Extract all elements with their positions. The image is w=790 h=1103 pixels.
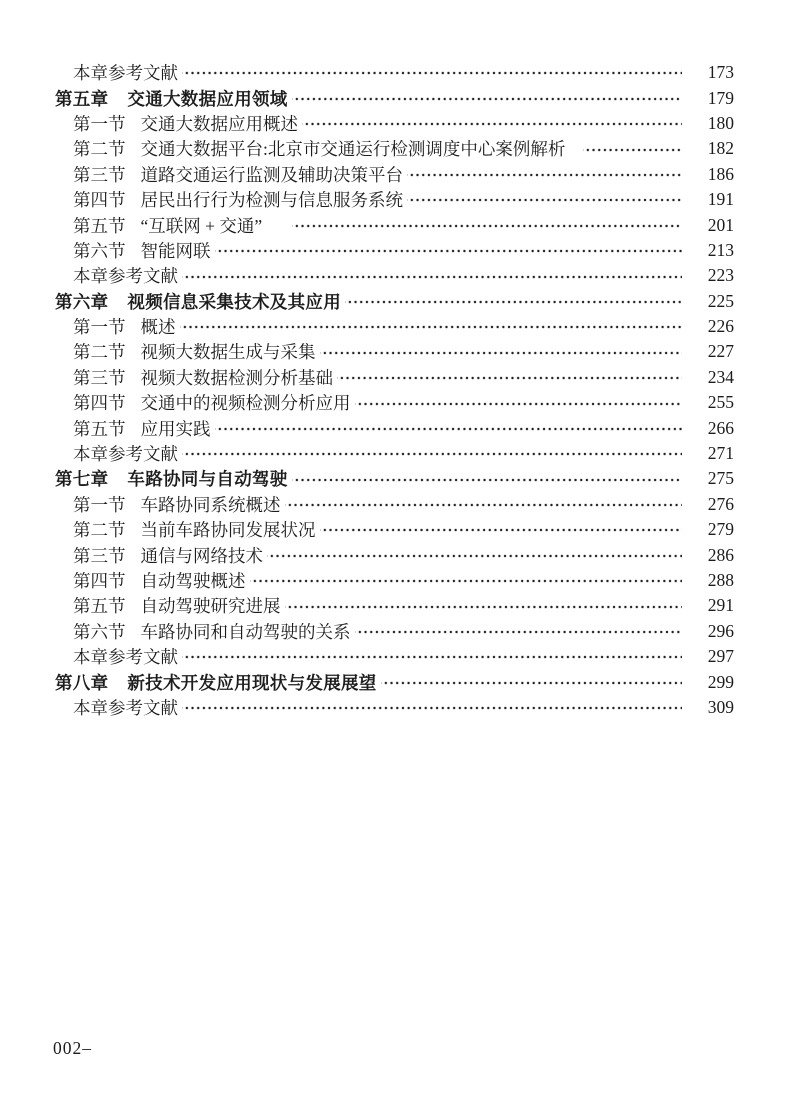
toc-entry-page: 191: [707, 189, 734, 210]
dot-leader: [215, 415, 683, 440]
toc-entry-title: 道路交通运行监测及辅助决策平台: [140, 164, 403, 185]
toc-entry: [0, 593, 734, 618]
toc-entry: [0, 85, 734, 110]
toc-entry-label: 第一节: [73, 317, 126, 338]
toc-entry-title: 自动驾驶研究进展: [140, 596, 281, 617]
toc-entry-label: 第八章: [55, 672, 109, 693]
toc-entry-page: 296: [707, 620, 734, 641]
toc-entry-page: 180: [707, 112, 734, 133]
toc-entry-title: 居民出行行为检测与信息服务系统: [140, 190, 403, 211]
toc-entry-title: 概述: [140, 317, 176, 338]
toc-entry: [0, 162, 734, 187]
toc-entry-title: 交通大数据应用领域: [127, 88, 288, 109]
dot-leader: [182, 644, 682, 669]
dot-leader: [292, 85, 682, 110]
dot-leader: [292, 466, 682, 491]
dot-leader: [381, 669, 682, 694]
toc-entry-page: 299: [707, 671, 734, 692]
toc-entry: [0, 415, 734, 440]
toc-entry-page: 309: [707, 696, 734, 717]
dot-leader: [583, 136, 683, 161]
toc-entry-label: 第三节: [73, 367, 126, 388]
toc-entry-page: 297: [707, 646, 734, 667]
dot-leader: [320, 339, 683, 364]
toc-entry-page: 213: [707, 239, 734, 260]
toc-entry: [0, 695, 734, 720]
dot-leader: [292, 212, 682, 237]
toc-entry: [0, 314, 734, 339]
toc-entry: [0, 263, 734, 288]
toc-entry: [0, 669, 734, 694]
dot-leader: [407, 162, 682, 187]
toc-entry: [0, 187, 734, 212]
toc-entry-page: 201: [707, 214, 734, 235]
toc-entry-title: 本章参考文献: [73, 63, 178, 84]
toc-entry: [0, 289, 734, 314]
toc-entry-page: 227: [707, 341, 734, 362]
toc-entry-label: 第四节: [73, 571, 126, 591]
toc-entry-title: 交通大数据平台:北京市交通运行检测调度中心案例解析: [140, 139, 566, 160]
toc-entry-title: “互联网 + 交通”: [140, 215, 263, 236]
toc-entry-title: 本章参考文献: [73, 444, 178, 465]
toc-entry-page: 266: [707, 417, 734, 438]
toc-entry-title: 视频大数据检测分析基础: [140, 367, 333, 388]
dot-leader: [285, 492, 683, 517]
toc-entry: [0, 542, 734, 567]
dot-leader: [250, 568, 683, 593]
toc-entry: [0, 212, 734, 237]
toc-entry-label: 第二节: [73, 520, 126, 541]
toc-entry-title: 自动驾驶概述: [140, 571, 246, 591]
toc-entry-page: 226: [707, 316, 734, 337]
toc-entry-title: 本章参考文献: [73, 697, 178, 718]
toc-list: [0, 60, 734, 720]
toc-entry: [0, 390, 734, 415]
dot-leader: [320, 517, 683, 542]
dot-leader: [182, 263, 682, 288]
dot-leader: [355, 619, 683, 644]
toc-entry: [0, 466, 734, 491]
toc-entry: [0, 339, 734, 364]
toc-entry-label: 第二节: [73, 139, 126, 160]
dot-leader: [182, 695, 682, 720]
toc-entry: [0, 644, 734, 669]
dot-leader: [182, 60, 682, 85]
toc-entry-page: 276: [707, 493, 734, 514]
page-footer-number: 002–: [53, 1038, 92, 1058]
toc-entry-label: 第四节: [73, 393, 126, 414]
toc-entry-page: 271: [707, 443, 734, 464]
toc-entry-title: 车路协同与自动驾驶: [127, 469, 288, 490]
dot-leader: [180, 314, 683, 339]
dot-leader: [355, 390, 683, 415]
toc-entry: [0, 619, 734, 644]
toc-entry-label: 第五章: [55, 88, 109, 109]
toc-entry-label: 第三节: [73, 164, 126, 185]
toc-entry-title: 智能网联: [140, 240, 211, 261]
toc-entry-title: 视频信息采集技术及其应用: [127, 291, 342, 312]
toc-entry-title: 新技术开发应用现状与发展展望: [127, 672, 377, 693]
toc-entry: [0, 136, 734, 161]
dot-leader: [267, 542, 682, 567]
toc-entry-title: 通信与网络技术: [140, 545, 263, 566]
toc-entry-title: 交通大数据应用概述: [140, 113, 298, 134]
dot-leader: [302, 111, 682, 136]
toc-entry-title: 车路协同和自动驾驶的关系: [140, 621, 351, 642]
toc-entry-page: 182: [707, 138, 734, 159]
toc-entry: [0, 517, 734, 542]
toc-entry-page: 279: [707, 519, 734, 540]
toc-entry-page: 275: [707, 468, 734, 489]
dot-leader: [182, 441, 682, 466]
toc-entry-page: 179: [707, 87, 734, 108]
toc-entry-label: 第三节: [73, 545, 126, 566]
toc-entry-page: 223: [707, 265, 734, 286]
toc-entry-title: 视频大数据生成与采集: [140, 342, 316, 363]
dot-leader: [407, 187, 682, 212]
toc-entry-label: 第七章: [55, 469, 109, 490]
toc-entry-title: 当前车路协同发展状况: [140, 520, 316, 541]
toc-entry-title: 交通中的视频检测分析应用: [140, 393, 351, 414]
toc-entry-label: 第四节: [73, 190, 126, 211]
toc-entry: [0, 568, 734, 593]
toc-entry-page: 286: [707, 544, 734, 565]
toc-entry-label: 第六节: [73, 621, 126, 642]
toc-entry-label: 第五节: [73, 418, 126, 439]
toc-entry: [0, 238, 734, 263]
toc-entry-label: 第六节: [73, 240, 126, 261]
toc-entry-label: 第一节: [73, 494, 126, 515]
toc-entry-title: 应用实践: [140, 418, 211, 439]
toc-entry-page: 173: [707, 62, 734, 83]
toc-entry: [0, 60, 734, 85]
toc-entry-label: 第一节: [73, 113, 126, 134]
toc-entry: [0, 492, 734, 517]
dot-leader: [285, 593, 683, 618]
toc-entry-page: 234: [707, 366, 734, 387]
toc-entry-label: 第五节: [73, 215, 126, 236]
toc-entry-label: 第五节: [73, 596, 126, 617]
toc-entry-label: 第二节: [73, 342, 126, 363]
toc-entry-page: 255: [707, 392, 734, 413]
toc-entry-page: 291: [707, 595, 734, 616]
dot-leader: [345, 289, 682, 314]
toc-entry-page: 288: [707, 570, 734, 590]
dot-leader: [337, 365, 682, 390]
toc-entry: [0, 365, 734, 390]
toc-entry-title: 本章参考文献: [73, 266, 178, 287]
toc-entry: [0, 111, 734, 136]
toc-entry-title: 车路协同系统概述: [140, 494, 281, 515]
toc-entry-title: 本章参考文献: [73, 647, 178, 668]
toc-entry-page: 186: [707, 163, 734, 184]
toc-entry-page: 225: [707, 290, 734, 311]
dot-leader: [215, 238, 683, 263]
toc-entry: [0, 441, 734, 466]
toc-entry-label: 第六章: [55, 291, 109, 312]
